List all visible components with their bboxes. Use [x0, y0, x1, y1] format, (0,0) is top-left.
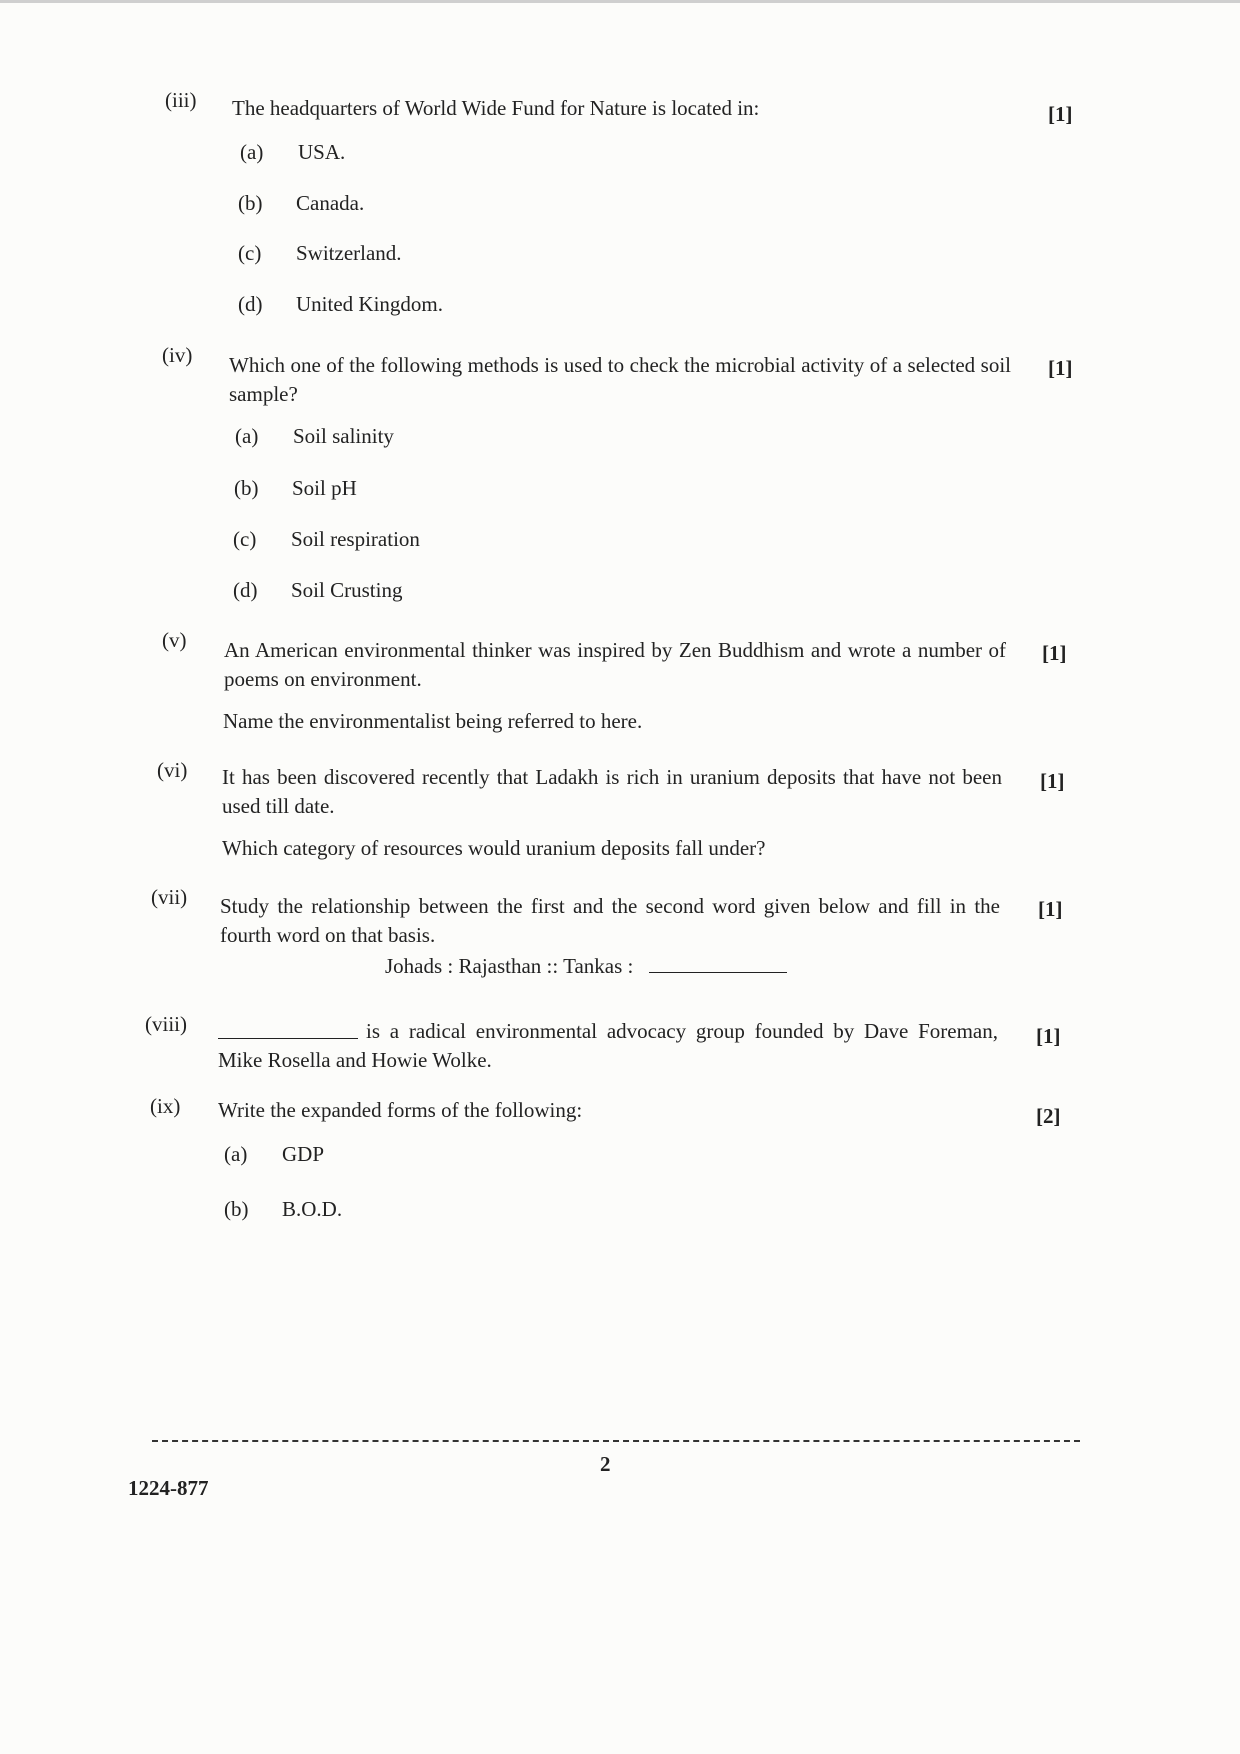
option-text: United Kingdom.: [296, 292, 443, 316]
page-number: 2: [600, 1452, 611, 1476]
option-text: Canada.: [296, 191, 365, 215]
option-label: (a): [224, 1142, 248, 1166]
option-label: (d): [238, 292, 263, 316]
question-marks: [1]: [1040, 769, 1065, 793]
question-text: An American environmental thinker was inspired by Zen Buddhism and wrote a number of poems on environment.: [224, 638, 1006, 691]
question-marks: [1]: [1042, 641, 1067, 665]
option-text: Soil salinity: [293, 424, 394, 448]
option-text: Switzerland.: [296, 241, 402, 265]
option-text: Soil Crusting: [291, 578, 403, 602]
option-label: (a): [235, 424, 259, 448]
answer-blank: [218, 1020, 358, 1039]
option-label: (b): [238, 191, 263, 215]
question-marks: [1]: [1048, 356, 1073, 380]
question-marks: [1]: [1048, 102, 1073, 126]
option-label: (d): [233, 578, 258, 602]
option-text: Soil respiration: [291, 527, 420, 551]
option-label: (b): [224, 1197, 249, 1221]
question-number: (v): [162, 628, 187, 652]
footer-divider: [152, 1440, 1080, 1442]
question-number: (viii): [145, 1012, 187, 1036]
question-marks: [1]: [1036, 1024, 1061, 1048]
analogy-text: Johads : Rajasthan :: Tankas :: [385, 954, 634, 978]
question-number: (iv): [162, 343, 193, 367]
option-text: USA.: [298, 140, 346, 164]
paper-code: 1224-877: [128, 1476, 209, 1500]
answer-blank: [649, 954, 787, 973]
question-marks: [1]: [1038, 897, 1063, 921]
question-number: (iii): [165, 88, 197, 112]
option-label: (c): [238, 241, 262, 265]
analogy-line: [385, 952, 787, 981]
question-text: Study the relationship between the first and the second word given below and fill in the fourth word on that basis.: [220, 894, 1000, 947]
question-text: Write the expanded forms of the following:: [218, 1098, 583, 1122]
page-top-edge: [0, 0, 1240, 3]
question-text: It has been discovered recently that Ladakh is rich in uranium deposits that have not been used till date.: [222, 765, 1002, 818]
option-text: GDP: [282, 1142, 325, 1166]
question-number: (ix): [150, 1094, 181, 1118]
question-subtext: Which category of resources would uranium deposits fall under?: [222, 836, 766, 860]
question-text: The headquarters of World Wide Fund for Nature is located in:: [232, 96, 760, 120]
option-label: (c): [233, 527, 257, 551]
question-subtext: Name the environmentalist being referred to here.: [223, 709, 643, 733]
question-number: (vi): [157, 758, 188, 782]
option-text: Soil pH: [292, 476, 357, 500]
option-label: (b): [234, 476, 259, 500]
question-number: (vii): [151, 885, 188, 909]
question-marks: [2]: [1036, 1104, 1061, 1128]
option-label: (a): [240, 140, 264, 164]
question-text: Which one of the following methods is used to check the microbial activity of a selected soil sample?: [229, 353, 1011, 406]
question-text: is a radical environmental advocacy group founded by Dave Foreman, Mike Rosella and Howie Wolke.: [218, 1019, 998, 1072]
option-text: B.O.D.: [282, 1197, 343, 1221]
